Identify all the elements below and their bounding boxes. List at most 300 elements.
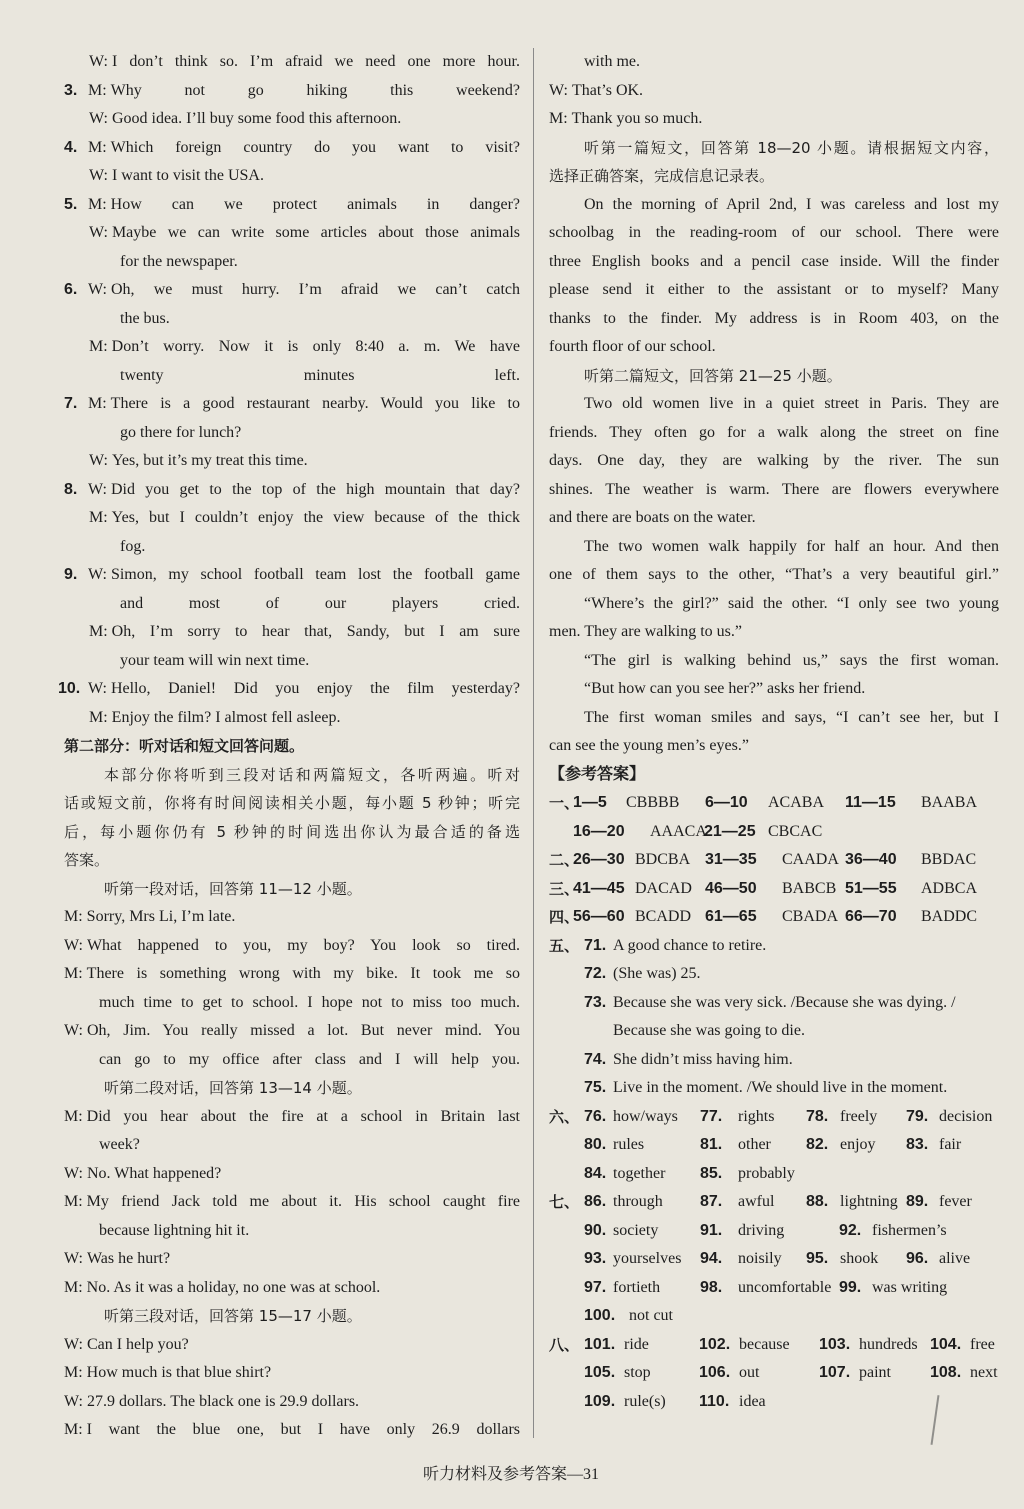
paragraph-text: thanks to the finder. My address is in Room 403, on the <box>549 309 999 327</box>
utterance: week? <box>99 1136 140 1153</box>
answer-number: 96. <box>906 1250 929 1267</box>
transcript-line <box>64 1302 520 1331</box>
transcript-line <box>64 732 520 761</box>
answer-number: 83. <box>906 1136 929 1153</box>
transcript-line <box>549 675 999 704</box>
transcript-line <box>64 333 520 362</box>
answer-range: 16—20 <box>573 822 625 840</box>
answer-range: 1—5 <box>573 794 607 811</box>
utterance: and most of our players cried. <box>120 594 520 612</box>
paragraph-text: 听第一篇短文，回答第 18—20 小题。请根据短文内容， <box>584 138 999 157</box>
utterance: No. What happened? <box>86 1164 222 1182</box>
paragraph-text: Two old women live in a quiet street in Paris. They are <box>584 395 999 412</box>
utterance: twenty minutes left. <box>120 366 520 384</box>
transcript-line <box>549 561 999 590</box>
transcript-line <box>549 219 999 248</box>
paragraph-text: 后，每小题你仍有 5 秒钟的时间选出你认为最合适的备选 <box>64 822 520 841</box>
speaker: M: <box>89 708 108 726</box>
answer-row <box>549 989 999 1018</box>
transcript-line <box>549 134 999 163</box>
answer-number: 79. <box>906 1107 929 1125</box>
answer-row <box>549 1331 999 1360</box>
transcript-line <box>64 704 520 733</box>
transcript-line <box>64 533 520 562</box>
paragraph-text: 答案。 <box>64 851 110 869</box>
utterance: Enjoy the film? I almost fell asleep. <box>111 708 341 726</box>
paragraph-text: three English books and a pencil case inside. Will the finder <box>549 252 999 270</box>
transcript-line <box>64 818 520 847</box>
utterance: Can I help you? <box>86 1335 189 1353</box>
utterance: I don’t think so. I’m afraid we need one more hour. <box>111 53 520 70</box>
answer-word: stop <box>624 1364 651 1381</box>
question-number: 6. <box>64 281 78 298</box>
answer-number: 104. <box>930 1335 962 1353</box>
transcript-line <box>549 162 999 191</box>
transcript-line <box>64 1359 520 1388</box>
answer-number: 108. <box>930 1364 962 1381</box>
transcript-line <box>64 504 520 533</box>
utterance: There is something wrong with my bike. It took me so <box>86 965 520 982</box>
answer-word: because <box>739 1335 790 1353</box>
utterance: the bus. <box>120 309 170 327</box>
utterance: because lightning hit it. <box>99 1221 250 1239</box>
speaker: M: <box>64 965 83 982</box>
answer-word: noisily <box>738 1250 782 1267</box>
paragraph-text: On the morning of April 2nd, I was careless and lost my <box>584 195 999 213</box>
transcript-line <box>64 618 520 647</box>
transcript-line <box>549 248 999 277</box>
transcript-line <box>64 105 520 134</box>
answer-number: 88. <box>806 1193 829 1210</box>
transcript-line <box>64 219 520 248</box>
transcript-line <box>64 903 520 932</box>
answer-number: 74. <box>584 1050 607 1068</box>
speaker: M: <box>64 1107 83 1125</box>
answer-number: 97. <box>584 1278 607 1296</box>
speaker: W: <box>89 452 108 469</box>
answer-word: ride <box>624 1335 649 1353</box>
transcript-line <box>64 1103 520 1132</box>
answer-letters: AAACA <box>650 822 707 840</box>
answer-word: driving <box>738 1221 785 1239</box>
answer-word: probably <box>738 1164 795 1182</box>
utterance: Did you get to the top of the high mountain that day? <box>110 480 520 498</box>
transcript-line <box>64 932 520 961</box>
transcript-line <box>549 105 999 134</box>
answer-word: enjoy <box>840 1136 876 1153</box>
transcript-line <box>64 1074 520 1103</box>
answer-word: fishermen’s <box>872 1221 947 1239</box>
answer-number: 84. <box>584 1164 607 1182</box>
speaker: M: <box>64 1278 83 1296</box>
question-number: 9. <box>64 566 78 583</box>
answer-section: 六、 <box>549 1107 580 1126</box>
paragraph-text: “Where’s the girl?” said the other. “I only see two young <box>584 594 999 612</box>
answer-range: 46—50 <box>705 879 757 897</box>
answer-number: 72. <box>584 965 607 982</box>
speaker: W: <box>88 680 107 697</box>
answer-row <box>549 1103 999 1132</box>
speaker: W: <box>549 81 568 99</box>
paragraph-text: friends. They often go for a walk along the street on fine <box>549 423 999 441</box>
transcript-line <box>64 989 520 1018</box>
answer-range: 11—15 <box>845 794 896 811</box>
utterance: There is a good restaurant nearby. Would you like to <box>110 395 520 412</box>
transcript-line <box>64 875 520 904</box>
answer-section: 四、 <box>549 908 580 926</box>
answer-word: awful <box>738 1193 775 1210</box>
answer-word: fever <box>939 1193 972 1210</box>
question-number: 10. <box>58 680 81 697</box>
speaker: W: <box>89 110 108 127</box>
answer-letters: CBADA <box>782 908 839 925</box>
utterance: go there for lunch? <box>120 423 242 441</box>
utterance: What happened to you, my boy? You look so tired. <box>86 936 520 954</box>
answer-word: alive <box>939 1250 971 1267</box>
answers-title: 【参考答案】 <box>549 765 646 783</box>
transcript-line <box>64 1131 520 1160</box>
utterance: your team will win next time. <box>120 651 310 669</box>
transcript-line <box>549 476 999 505</box>
answer-word: through <box>613 1193 663 1210</box>
answer-text: Because she was going to die. <box>613 1022 805 1039</box>
transcript-line <box>549 191 999 220</box>
answer-number: 109. <box>584 1392 616 1410</box>
answer-number: 77. <box>700 1107 723 1125</box>
utterance: with me. <box>584 53 640 70</box>
utterance: Oh, Jim. You really missed a lot. But never mind. You <box>86 1022 520 1039</box>
transcript-line <box>549 447 999 476</box>
answer-letters: ACABA <box>768 794 825 811</box>
speaker: M: <box>88 395 107 412</box>
speaker: M: <box>88 81 107 99</box>
answer-word: fair <box>939 1136 962 1153</box>
transcript-line <box>64 134 520 163</box>
transcript-line <box>64 1160 520 1189</box>
utterance: No. As it was a holiday, no one was at school. <box>86 1278 381 1296</box>
transcript-line <box>64 476 520 505</box>
answer-letters: BAABA <box>921 794 978 811</box>
speaker: W: <box>88 281 107 298</box>
paragraph-text: The two women walk happily for half an hour. And then <box>584 537 999 555</box>
answer-section: 八、 <box>549 1335 580 1354</box>
answer-range: 26—30 <box>573 851 625 868</box>
question-number: 4. <box>64 138 78 156</box>
answer-word: out <box>739 1364 760 1381</box>
answer-number: 95. <box>806 1250 829 1267</box>
answer-row <box>549 818 999 847</box>
transcript-line <box>64 846 520 875</box>
answer-number: 87. <box>700 1193 723 1210</box>
answer-word: hundreds <box>859 1335 918 1353</box>
utterance: Yes, but I couldn’t enjoy the view because of the thick <box>111 509 520 526</box>
transcript-line <box>549 390 999 419</box>
transcript-line <box>64 305 520 334</box>
answer-range: 56—60 <box>573 908 625 925</box>
section-heading: 第二部分：听对话和短文回答问题。 <box>64 737 305 755</box>
answer-number: 90. <box>584 1221 607 1239</box>
transcript-line <box>64 419 520 448</box>
transcript-line <box>549 77 999 106</box>
transcript-line <box>549 48 999 77</box>
transcript-line <box>64 1217 520 1246</box>
transcript-line <box>549 704 999 733</box>
utterance: fog. <box>120 537 146 555</box>
utterance: Which foreign country do you want to visit? <box>110 138 520 156</box>
utterance: Good idea. I’ll buy some food this afternoon. <box>111 110 402 127</box>
paragraph-text: please send it either to the assistant or to myself? Many <box>549 281 999 298</box>
answer-word: freely <box>840 1107 878 1125</box>
paragraph-text: can see the young men’s eyes.” <box>549 737 749 754</box>
transcript-line <box>64 390 520 419</box>
answer-number: 78. <box>806 1107 829 1125</box>
paragraph-text: “The girl is walking behind us,” says the first woman. <box>584 651 999 669</box>
speaker: W: <box>64 936 83 954</box>
transcript-line <box>549 647 999 676</box>
speaker: W: <box>88 480 107 498</box>
paragraph-text: fourth floor of our school. <box>549 338 716 355</box>
paragraph-text: 听第二篇短文，回答第 21—25 小题。 <box>584 366 842 385</box>
paragraph-text: 选择正确答案，完成信息记录表。 <box>549 167 775 185</box>
utterance: Maybe we can write some articles about those animals <box>111 224 520 241</box>
transcript-line <box>549 533 999 562</box>
answer-word: uncomfortable <box>738 1278 832 1296</box>
speaker: W: <box>89 167 108 184</box>
answer-number: 93. <box>584 1250 607 1267</box>
transcript-line <box>64 1046 520 1075</box>
transcript-line <box>64 1388 520 1417</box>
speaker: W: <box>89 53 108 70</box>
transcript-line <box>549 504 999 533</box>
question-number: 3. <box>64 81 78 99</box>
answer-section: 七、 <box>549 1193 580 1211</box>
utterance: much time to get to school. I hope not to miss too much. <box>99 993 520 1011</box>
paragraph-text: 话或短文前，你将有时间阅读相关小题，每小题 5 秒钟；听完 <box>64 794 520 812</box>
utterance: I want the blue one, but I have only 26.9 dollars <box>86 1421 520 1438</box>
utterance: Why not go hiking this weekend? <box>110 81 520 99</box>
answer-range: 41—45 <box>573 879 625 897</box>
answer-number: 89. <box>906 1193 929 1210</box>
answer-row <box>549 1046 999 1075</box>
answer-letters: BBDAC <box>921 851 977 868</box>
answer-number: 100. <box>584 1307 616 1324</box>
transcript-line <box>58 675 520 704</box>
utterance: for the newspaper. <box>120 252 238 270</box>
column-divider <box>533 48 534 1438</box>
transcript-line <box>549 419 999 448</box>
transcript-line <box>549 333 999 362</box>
answer-number: 103. <box>819 1335 851 1353</box>
paragraph-text: 听第一段对话，回答第 11—12 小题。 <box>104 879 362 898</box>
utterance: Simon, my school football team lost the football game <box>110 566 520 583</box>
answer-row <box>549 903 999 932</box>
paragraph-text: 听第三段对话，回答第 15—17 小题。 <box>104 1307 362 1325</box>
answer-letters: CAADA <box>782 851 839 868</box>
answer-number: 86. <box>584 1193 607 1210</box>
question-number: 5. <box>64 195 78 213</box>
answer-range: 21—25 <box>704 822 756 840</box>
answer-row <box>549 932 999 961</box>
question-number: 7. <box>64 395 78 412</box>
answer-section: 一、 <box>549 794 580 812</box>
answer-word: together <box>613 1164 666 1182</box>
utterance: How much is that blue shirt? <box>86 1364 272 1381</box>
speaker: M: <box>64 1421 83 1438</box>
answer-number: 101. <box>584 1335 616 1353</box>
answer-range: 66—70 <box>845 908 897 925</box>
answer-word: fortieth <box>613 1278 661 1296</box>
answer-row <box>549 1131 999 1160</box>
paragraph-text: days. One day, they are walking by the river. The sun <box>549 452 999 469</box>
utterance: Thank you so much. <box>571 110 703 127</box>
speaker: W: <box>88 566 107 583</box>
answer-word: rights <box>738 1107 775 1125</box>
answer-word: free <box>970 1335 995 1353</box>
answer-range: 31—35 <box>705 851 757 868</box>
utterance: I want to visit the USA. <box>111 167 264 184</box>
paragraph-text: schoolbag in the reading-room of our school. There were <box>549 224 999 241</box>
transcript-line <box>64 1274 520 1303</box>
answer-row <box>549 1188 999 1217</box>
transcript-line <box>549 362 999 391</box>
answer-number: 76. <box>584 1107 607 1125</box>
answer-row <box>549 1388 999 1417</box>
answer-word: rule(s) <box>624 1392 666 1410</box>
answer-key <box>549 789 999 1416</box>
transcript-line <box>549 618 999 647</box>
transcript-line <box>64 647 520 676</box>
answer-row <box>549 1074 999 1103</box>
transcript-line <box>64 162 520 191</box>
answer-row <box>549 846 999 875</box>
speaker: W: <box>64 1164 83 1182</box>
utterance: Sorry, Mrs Li, I’m late. <box>86 908 236 925</box>
paragraph-text: one of them says to the other, “That’s a very beautiful girl.” <box>549 566 999 583</box>
answer-word: how/ways <box>613 1107 678 1125</box>
transcript-line <box>64 960 520 989</box>
answer-number: 98. <box>700 1278 723 1296</box>
utterance: How can we protect animals in danger? <box>110 195 520 213</box>
answer-word: other <box>738 1136 771 1153</box>
answer-word: was writing <box>872 1278 948 1296</box>
answer-letters: CBCAC <box>768 822 823 840</box>
answer-row <box>549 1217 999 1246</box>
answer-row <box>549 875 999 904</box>
utterance: Yes, but it’s my treat this time. <box>111 452 308 469</box>
answer-word: society <box>613 1221 659 1239</box>
answer-word: lightning <box>840 1193 898 1210</box>
transcript-line <box>64 48 520 77</box>
answer-text: Live in the moment. /We should live in the moment. <box>613 1079 948 1096</box>
question-number: 8. <box>64 480 78 498</box>
answer-text: A good chance to retire. <box>613 936 767 954</box>
answer-row <box>549 1359 999 1388</box>
answer-row <box>549 1017 999 1046</box>
paragraph-text: men. They are walking to us.” <box>549 623 742 640</box>
speaker: M: <box>89 338 108 355</box>
speaker: W: <box>64 1250 83 1267</box>
answer-word: shook <box>840 1250 879 1267</box>
answer-number: 92. <box>839 1221 862 1239</box>
page-footer <box>0 1461 1024 1484</box>
utterance: Hello, Daniel! Did you enjoy the film yesterday? <box>110 680 520 697</box>
answer-number: 73. <box>584 993 607 1011</box>
transcript-line <box>64 1188 520 1217</box>
answer-range: 51—55 <box>845 879 897 897</box>
answer-number: 107. <box>819 1364 851 1381</box>
speaker: W: <box>64 1022 83 1039</box>
answer-number: 85. <box>700 1164 723 1182</box>
transcript-line <box>64 447 520 476</box>
answer-number: 71. <box>584 936 607 954</box>
answer-row <box>549 1160 999 1189</box>
right-column <box>549 48 999 1416</box>
transcript-line <box>64 362 520 391</box>
footer-text: 听力材料及参考答案—31 <box>422 1466 599 1483</box>
speaker: M: <box>64 1193 83 1210</box>
answer-number: 91. <box>700 1221 723 1239</box>
answer-row <box>549 789 999 818</box>
left-column <box>58 48 520 1445</box>
speaker: M: <box>549 110 568 127</box>
utterance: can go to my office after class and I will help you. <box>99 1050 520 1068</box>
speaker: M: <box>88 138 107 156</box>
right-listening-text <box>549 48 999 761</box>
transcript-line <box>549 590 999 619</box>
answer-letters: ADBCA <box>921 879 978 897</box>
speaker: M: <box>88 195 107 213</box>
answer-row <box>549 1274 999 1303</box>
utterance: 27.9 dollars. The black one is 29.9 dollars. <box>86 1392 360 1410</box>
speaker: M: <box>89 623 108 640</box>
answer-word: idea <box>739 1392 766 1410</box>
speaker: M: <box>64 1364 83 1381</box>
utterance: That’s OK. <box>571 81 644 99</box>
transcript-line <box>64 1416 520 1445</box>
utterance: Was he hurt? <box>86 1250 171 1267</box>
answer-letters: DACAD <box>635 879 692 897</box>
answer-number: 102. <box>699 1335 731 1353</box>
answer-letters: BDCBA <box>635 851 691 868</box>
answer-text: She didn’t miss having him. <box>613 1050 793 1068</box>
utterance: Oh, I’m sorry to hear that, Sandy, but I am sure <box>111 623 520 640</box>
answer-number: 99. <box>839 1278 862 1296</box>
transcript-line <box>64 191 520 220</box>
utterance: Did you hear about the fire at a school in Britain last <box>86 1107 520 1125</box>
answer-number: 94. <box>700 1250 723 1267</box>
transcript-line <box>64 761 520 790</box>
paragraph-text: “But how can you see her?” asks her friend. <box>584 680 866 697</box>
answer-letters: BABCB <box>782 879 837 897</box>
answer-word: rules <box>613 1136 645 1153</box>
answer-number: 106. <box>699 1364 731 1381</box>
speaker: M: <box>89 509 108 526</box>
speaker: M: <box>64 908 83 925</box>
speaker: W: <box>64 1335 83 1353</box>
answer-row <box>549 1302 999 1331</box>
answer-row <box>549 960 999 989</box>
transcript-line <box>64 561 520 590</box>
paragraph-text: 听第二段对话，回答第 13—14 小题。 <box>104 1079 362 1097</box>
answer-word: paint <box>859 1364 891 1381</box>
transcript-line <box>549 276 999 305</box>
answer-number: 80. <box>584 1136 607 1153</box>
answer-number: 81. <box>700 1136 723 1153</box>
answer-word: next <box>970 1364 998 1381</box>
answer-range: 61—65 <box>705 908 757 925</box>
transcript-line <box>549 732 999 761</box>
answer-text: Because she was very sick. /Because she was dying. / <box>613 993 956 1011</box>
